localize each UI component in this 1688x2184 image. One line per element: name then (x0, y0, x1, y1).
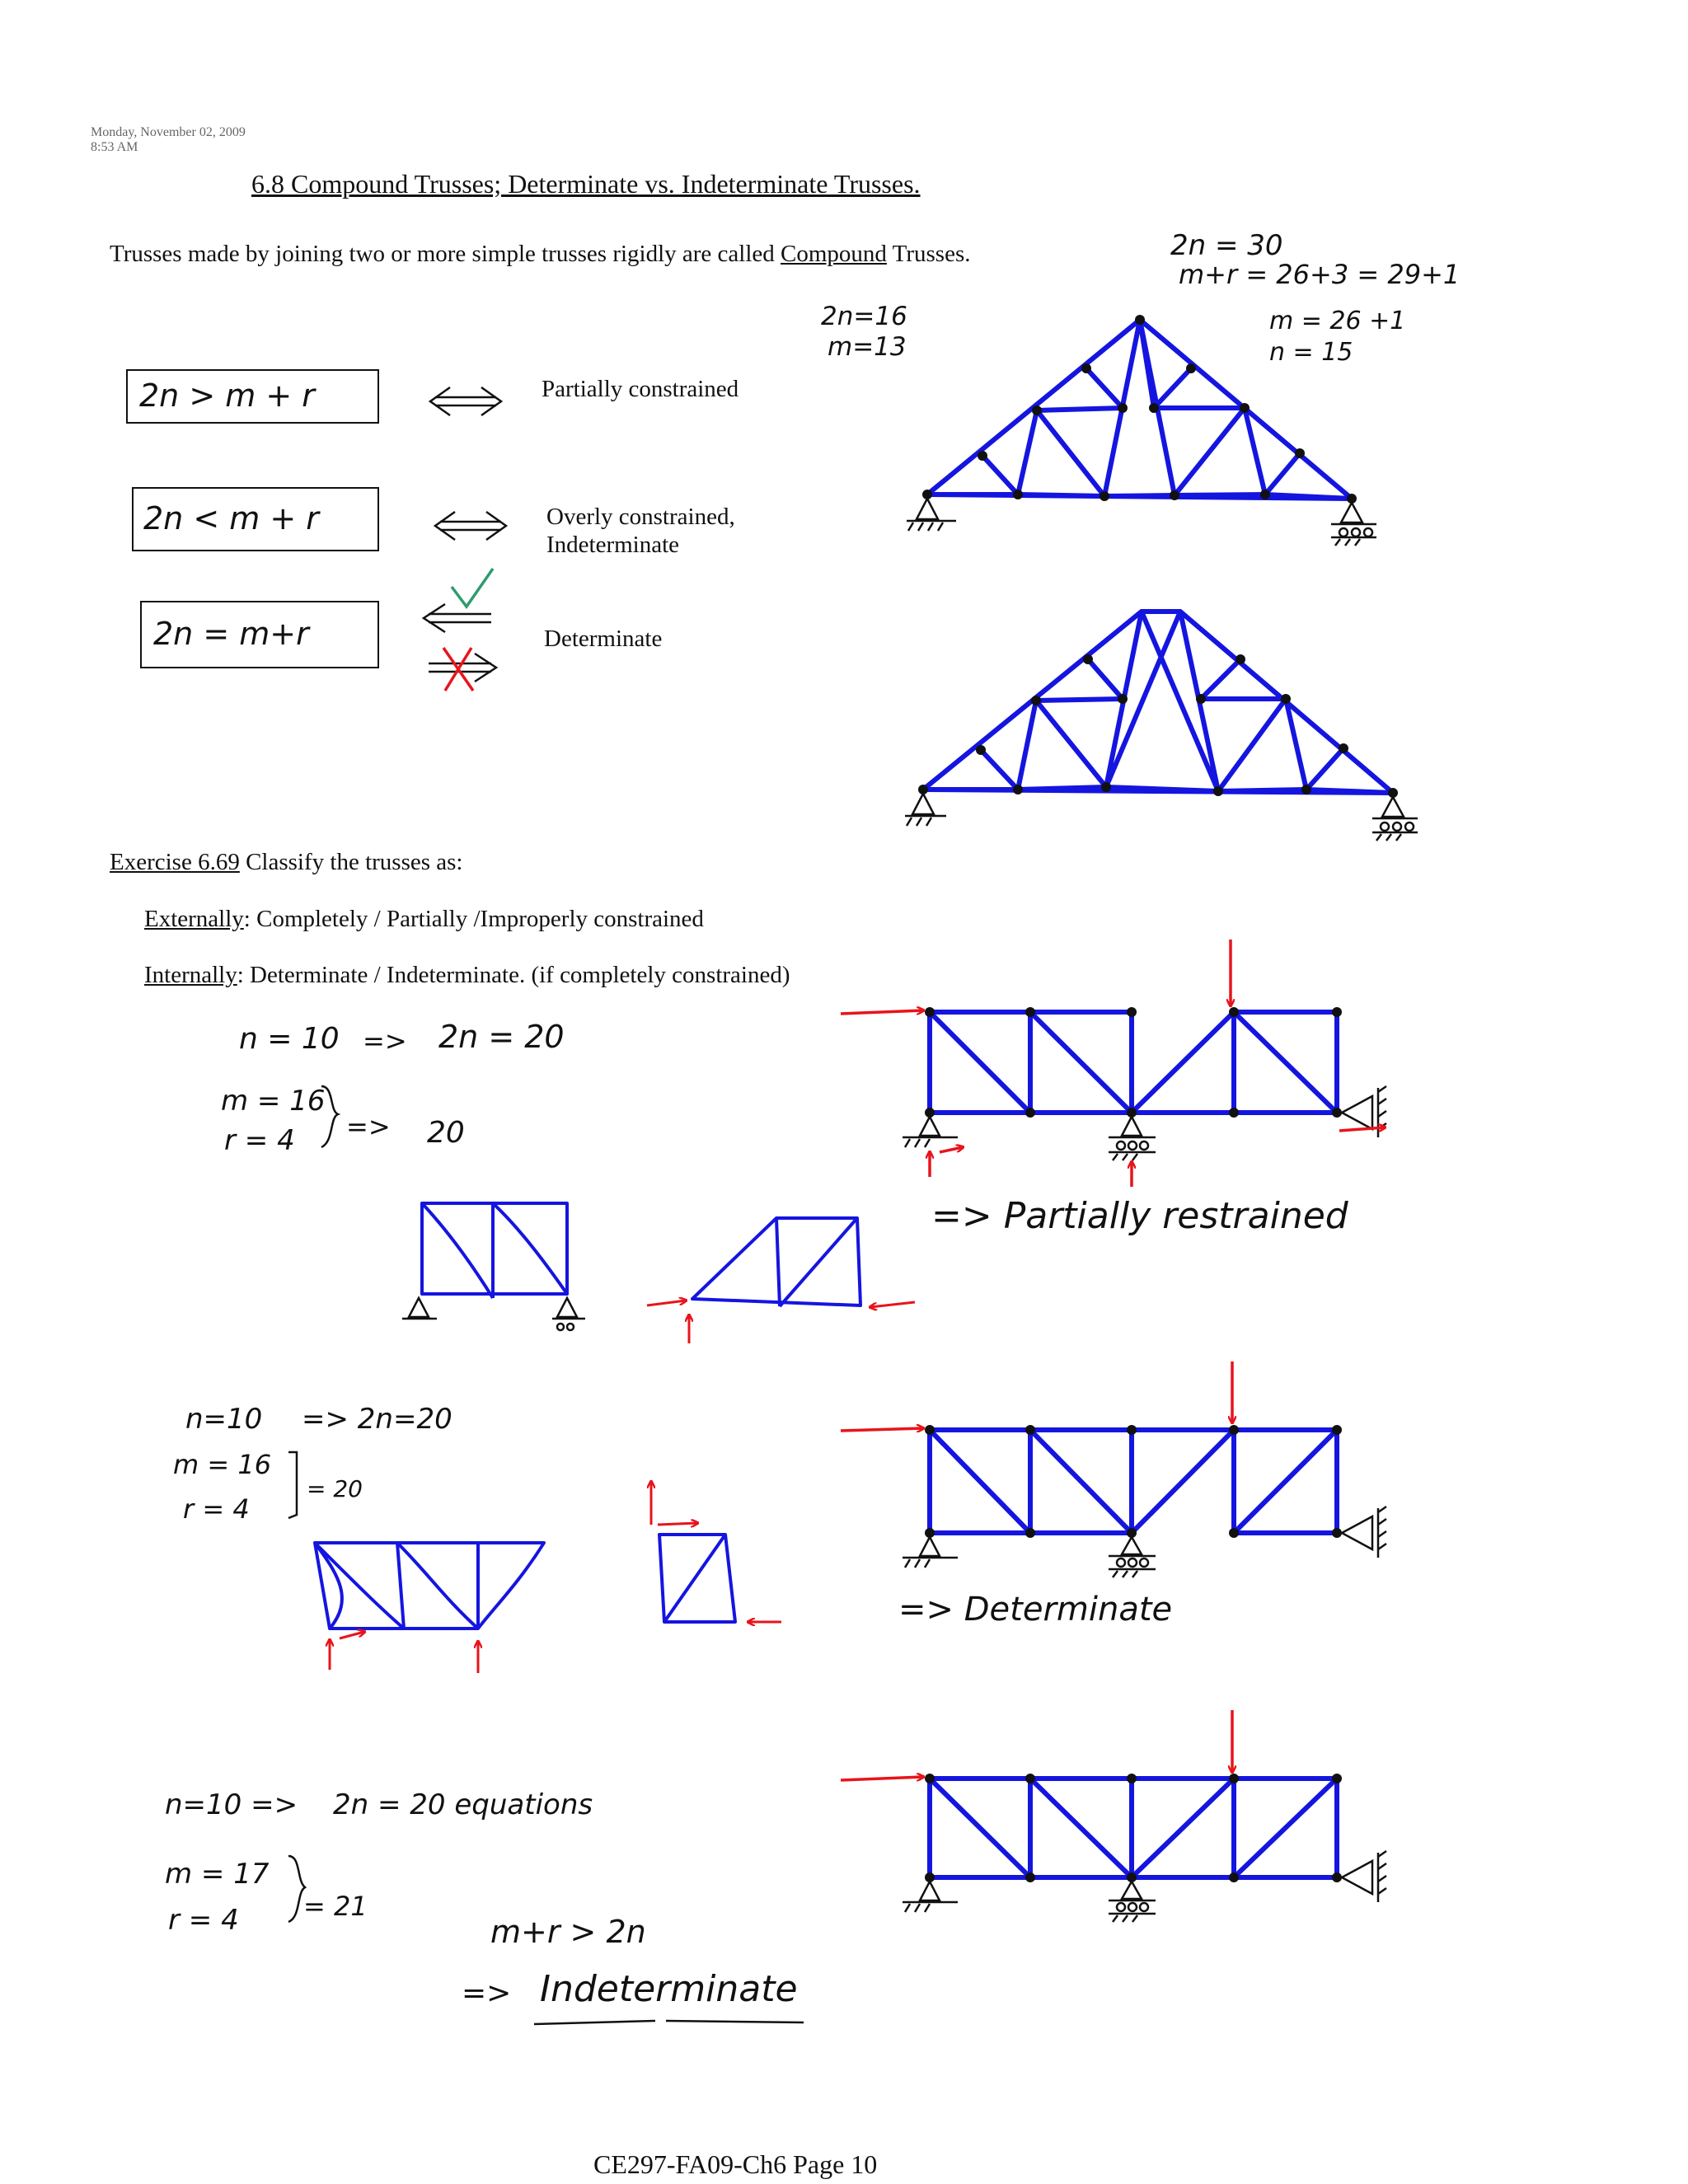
truss-roof-1-pin-support (907, 499, 956, 531)
exercise-truss-a (930, 1012, 1337, 1113)
calc2-eq: => 2n=20 (302, 1403, 452, 1436)
externally-text: : Completely / Partially /Improperly constrained (243, 906, 704, 932)
page-title: 6.8 Compound Trusses; Determinate vs. Indeterminate Trusses. (251, 169, 921, 199)
note-big-m: m = 26 +1 (1269, 307, 1406, 335)
condition-expr-determinate: 2n = m+r (153, 616, 309, 652)
calc1-arrow2: => (346, 1111, 391, 1142)
truss-roof-2-joints (918, 654, 1398, 798)
check-icon (452, 569, 493, 607)
sketch-2a (315, 1543, 544, 1629)
truss-roof-2 (923, 612, 1393, 793)
calc1-n: n = 10 (239, 1022, 340, 1056)
timestamp-time: 8:53 AM (91, 140, 138, 154)
calc1-result: => Partially restrained (931, 1195, 1348, 1237)
intro-after: Trusses. (886, 241, 971, 267)
sketch-2b (659, 1535, 735, 1622)
calc3-r: r = 4 (168, 1904, 239, 1937)
left-implies-arrow (424, 604, 491, 632)
calc1-arrow1: => (363, 1025, 407, 1057)
exercise-truss-b-forces (841, 1361, 1232, 1431)
calc1-r: r = 4 (224, 1124, 295, 1157)
sketch-1a (422, 1203, 567, 1298)
note-big-2n: 2n = 30 (1170, 229, 1283, 262)
truss-roof-1-roller-support (1331, 503, 1376, 546)
exercise-truss-a-forces (841, 940, 1385, 1187)
calc1-eq: 2n = 20 (438, 1019, 565, 1055)
intro-before: Trusses made by joining two or more simple trusses rigidly are called (110, 241, 781, 267)
truss-roof-1 (927, 320, 1352, 499)
condition-desc-overly-2: Indeterminate (546, 532, 680, 558)
calc2-result: => Determinate (898, 1591, 1173, 1629)
calc3-n: n=10 => (165, 1788, 298, 1821)
calc2-sum: = 20 (307, 1475, 363, 1502)
truss-roof-1-joints (922, 315, 1357, 504)
page-footer: CE297-FA09-Ch6 Page 10 (593, 2149, 878, 2179)
iff-arrow-partial (430, 387, 501, 415)
condition-desc-partial: Partially constrained (542, 376, 739, 402)
truss-roof-2-pin-support (905, 794, 946, 826)
calc3-eq: 2n = 20 equations (333, 1788, 593, 1821)
calc1-sum: 20 (427, 1116, 465, 1150)
externally-label: Externally (144, 906, 244, 932)
calc2-m: m = 16 (173, 1449, 272, 1480)
sketch-1b (692, 1218, 860, 1306)
internally-label: Internally (144, 962, 237, 988)
exercise-truss-c (930, 1779, 1337, 1877)
condition-desc-determinate: Determinate (544, 626, 663, 652)
intro-term: Compound (781, 241, 887, 267)
exercise-label: Exercise 6.69 (110, 849, 240, 875)
cross-icon (443, 648, 473, 691)
indeterminate-underline (534, 2021, 804, 2024)
calc2-r: r = 4 (183, 1493, 250, 1525)
calc1-m: m = 16 (221, 1085, 326, 1118)
note-small-m: m=13 (828, 332, 907, 362)
exercise-truss-b (930, 1430, 1337, 1533)
note-big-n: n = 15 (1269, 338, 1353, 367)
truss-roof-2-roller-support (1372, 797, 1418, 841)
calc2-n: n=10 (185, 1403, 263, 1436)
calc3-sum: = 21 (303, 1891, 368, 1922)
sketch-2a-forces (330, 1632, 478, 1673)
exercise-text: Classify the trusses as: (239, 849, 463, 875)
sketch-1a-supports (402, 1298, 585, 1330)
condition-expr-overly: 2n < m + r (143, 500, 319, 537)
internally-text: : Determinate / Indeterminate. (if completely constrained) (237, 962, 790, 988)
calc3-arrow: => (462, 1976, 512, 2010)
condition-desc-overly-1: Overly constrained, (546, 504, 735, 530)
note-big-mr: m+r = 26+3 = 29+1 (1179, 259, 1461, 290)
calc3-m: m = 17 (165, 1858, 270, 1891)
sketch-2b-forces (651, 1482, 781, 1622)
timestamp-date: Monday, November 02, 2009 (91, 125, 246, 139)
note-small-2n: 2n=16 (821, 302, 907, 331)
iff-arrow-overly (435, 512, 506, 540)
calc3-ineq: m+r > 2n (490, 1914, 646, 1950)
condition-expr-partial: 2n > m + r (139, 377, 315, 414)
calc-braces (288, 1086, 338, 1922)
calc3-result: Indeterminate (540, 1968, 798, 2010)
exercise-truss-c-forces (841, 1710, 1232, 1780)
